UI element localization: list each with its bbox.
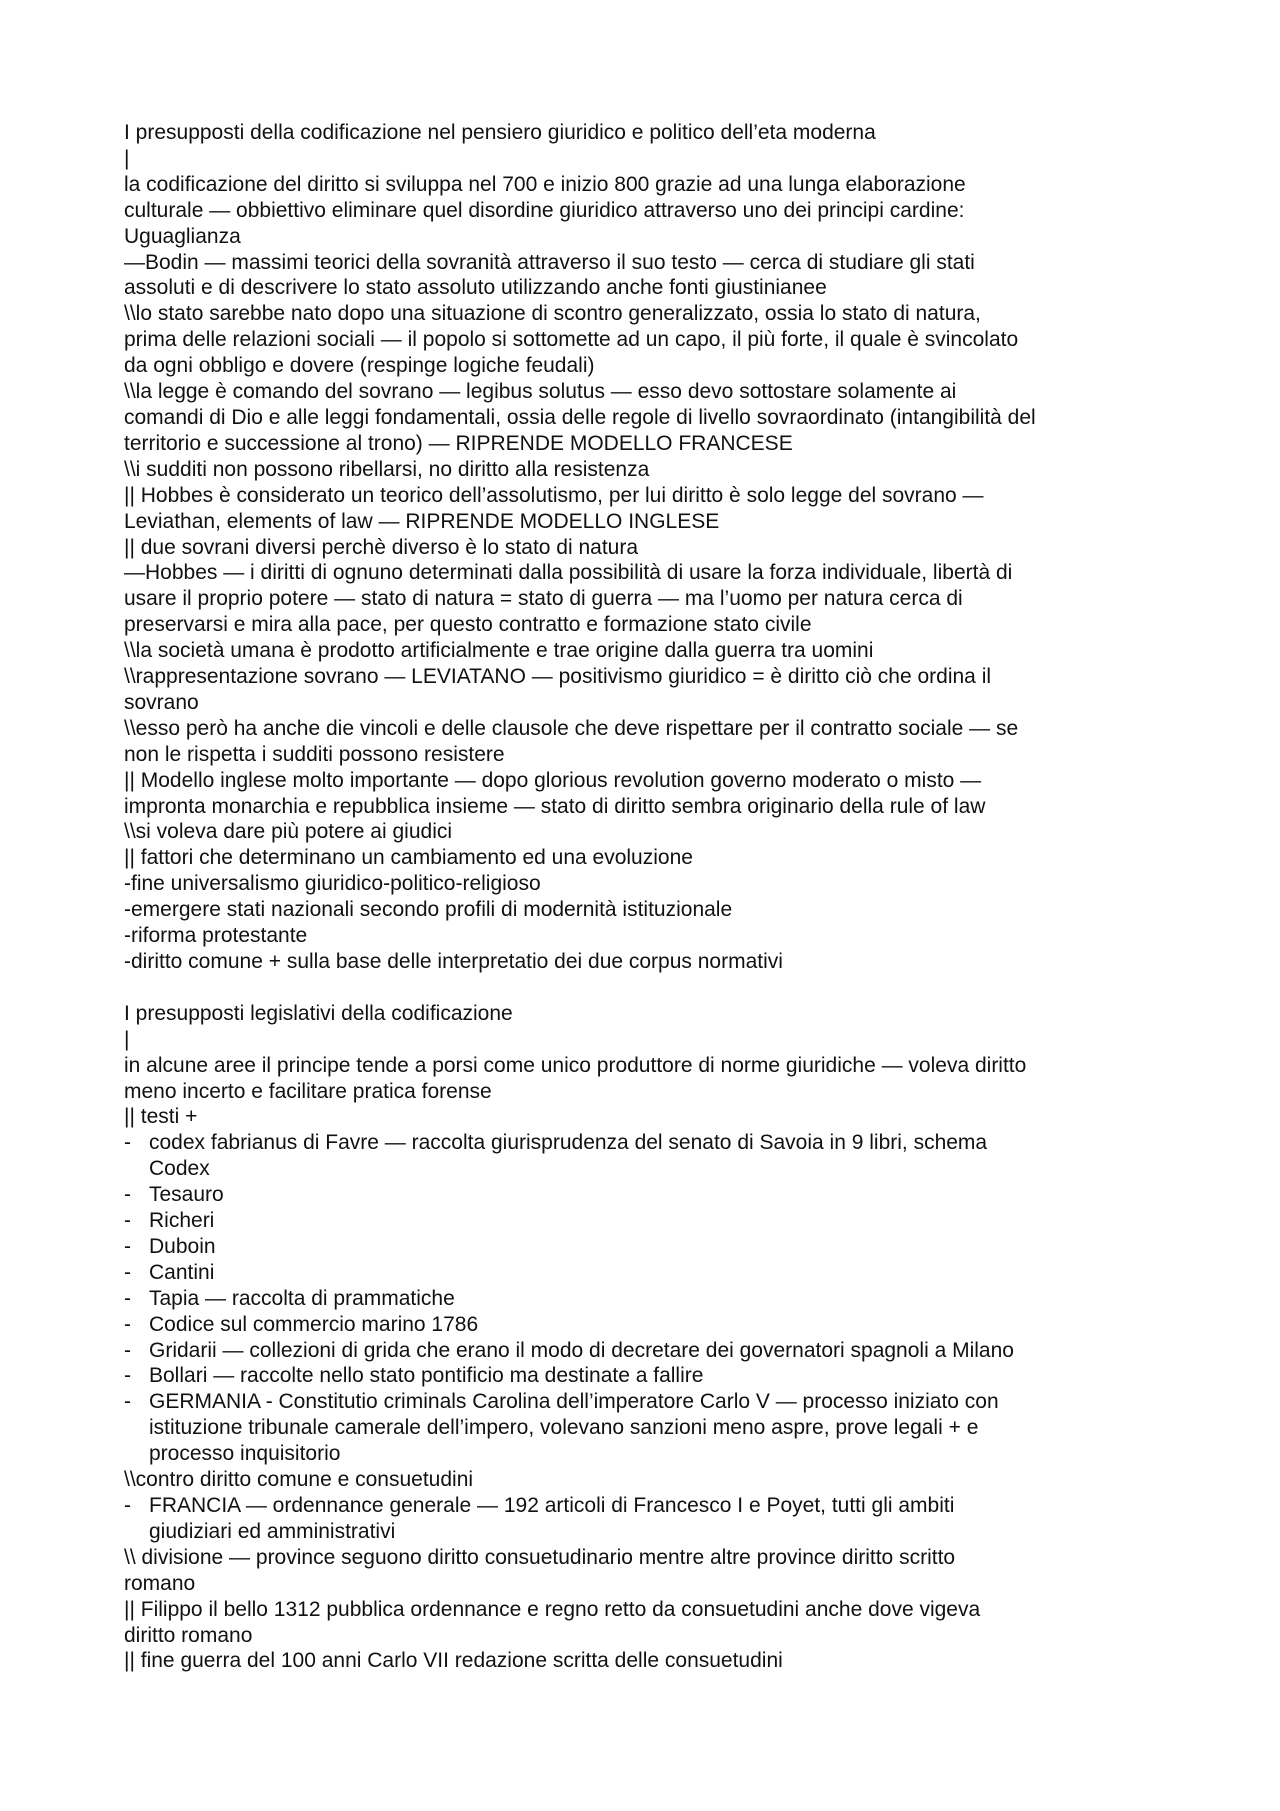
text-line: impronta monarchia e repubblica insieme — stato di diritto sembra originario della rule of law bbox=[124, 794, 986, 818]
text-line: \\la società umana è prodotto artificialmente e trae origine dalla guerra tra uomini bbox=[124, 639, 874, 663]
text-line: -emergere stati nazionali secondo profili di modernità istituzionale bbox=[124, 898, 733, 922]
text-line: comandi di Dio e alle leggi fondamentali, ossia delle regole di livello sovraordinato (intangibilità del bbox=[124, 405, 1036, 429]
text-line: || testi + bbox=[124, 1105, 198, 1129]
list-item-text: - Richeri bbox=[149, 1209, 215, 1233]
text-line: meno incerto e facilitare pratica forense bbox=[124, 1079, 492, 1103]
list-item-text: - Bollari — raccolte nello stato pontificio ma destinate a fallire bbox=[149, 1364, 704, 1388]
text-line: \\contro diritto comune e consuetudini bbox=[124, 1468, 474, 1492]
text-line: -diritto comune + sulla base delle interpretatio dei due corpus normativi bbox=[124, 950, 783, 973]
text-line: \\i sudditi non possono ribellarsi, no diritto alla resistenza bbox=[124, 457, 650, 481]
list-item-text: - GERMANIA - Constitutio criminals Carolina dell’imperatore Carlo V — processo iniziato con bbox=[149, 1390, 999, 1414]
text-line: preservarsi e mira alla pace, per questo contratto e formazione stato civile bbox=[124, 613, 812, 637]
text-line: -fine universalismo giuridico-politico-religioso bbox=[124, 872, 541, 896]
list-item bbox=[124, 1208, 1170, 1234]
text-line: \\lo stato sarebbe nato dopo una situazione di scontro generalizzato, ossia lo stato di natura, bbox=[124, 302, 981, 326]
text-line: culturale — obbiettivo eliminare quel disordine giuridico attraverso uno dei principi cardine: bbox=[124, 198, 965, 222]
text-line: \\ divisione — province seguono diritto consuetudinario mentre altre province diritto scritto bbox=[124, 1545, 956, 1569]
list-item-text: - Gridarii — collezioni di grida che erano il modo di decretare dei governatori spagnoli a Milano bbox=[149, 1338, 1014, 1362]
text-line: in alcune aree il principe tende a porsi come unico produttore di norme giuridiche — voleva diritto bbox=[124, 1053, 1027, 1077]
text-line: —Hobbes — i diritti di ognuno determinati dalla possibilità di usare la forza individuale, libertà di bbox=[124, 561, 1013, 585]
list-item-text: - codex fabrianus di Favre — raccolta giurisprudenza del senato di Savoia in 9 libri, schema bbox=[149, 1131, 988, 1155]
text-line: —Bodin — massimi teorici della sovranità attraverso il suo testo — cerca di studiare gli stati bbox=[124, 250, 975, 274]
text-line: diritto romano bbox=[124, 1623, 253, 1647]
text-line: || fattori che determinano un cambiamento ed una evoluzione bbox=[124, 846, 693, 870]
text-line: \\la legge è comando del sovrano — legibus solutus — esso devo sottostare solamente ai bbox=[124, 380, 957, 404]
list-item bbox=[124, 1312, 1170, 1338]
list-item bbox=[124, 1389, 1170, 1467]
text-line: prima delle relazioni sociali — il popolo si sottomette ad un capo, il più forte, il quale è svincolato bbox=[124, 328, 1019, 352]
list-item-text: istituzione tribunale camerale dell’impero, volevano sanzioni meno aspre, prove legali + e bbox=[149, 1416, 979, 1440]
text-line: \\si voleva dare più potere ai giudici bbox=[124, 820, 453, 844]
bullet-list-francia bbox=[124, 1493, 1170, 1545]
list-item bbox=[124, 1182, 1170, 1208]
text-line: || Modello inglese molto importante — dopo glorious revolution governo moderato o misto — bbox=[124, 768, 982, 792]
list-item-text: giudiziari ed amministrativi bbox=[149, 1519, 396, 1543]
list-item-text: - Duboin bbox=[149, 1234, 216, 1258]
bullet-list-testi bbox=[124, 1130, 1170, 1467]
text-line: territorio e successione al trono) — RIPRENDE MODELLO FRANCESE bbox=[124, 431, 793, 455]
text-line: sovrano bbox=[124, 690, 199, 714]
text-line: non le rispetta i sudditi possono resistere bbox=[124, 742, 505, 766]
text-line: romano bbox=[124, 1571, 196, 1595]
text-line: | bbox=[124, 1027, 130, 1051]
list-item bbox=[124, 1338, 1170, 1364]
text-line: da ogni obbligo e dovere (respinge logiche feudali) bbox=[124, 354, 595, 378]
list-item-text: processo inquisitorio bbox=[149, 1442, 341, 1466]
list-item bbox=[124, 1363, 1170, 1389]
list-item bbox=[124, 1130, 1170, 1182]
text-line: Leviathan, elements of law — RIPRENDE MODELLO INGLESE bbox=[124, 509, 720, 533]
list-item-text: - Codice sul commercio marino 1786 bbox=[149, 1312, 479, 1336]
text-line: || Hobbes è considerato un teorico dell’assolutismo, per lui diritto è solo legge del sovrano — bbox=[124, 483, 984, 507]
section-pensiero-giuridico bbox=[124, 120, 1170, 975]
text-line: \\esso però ha anche die vincoli e delle clausole che deve rispettare per il contratto sociale — se bbox=[124, 716, 1019, 740]
text-line: || fine guerra del 100 anni Carlo VII redazione scritta delle consuetudini bbox=[124, 1649, 783, 1673]
section-title: I presupposti legislativi della codificazione bbox=[124, 1001, 513, 1025]
list-item bbox=[124, 1260, 1170, 1286]
text-line: \\rappresentazione sovrano — LEVIATANO — positivismo giuridico = è diritto ciò che ordina il bbox=[124, 665, 992, 689]
text-line: || due sovrani diversi perchè diverso è lo stato di natura bbox=[124, 535, 639, 559]
text-line: assoluti e di descrivere lo stato assoluto utilizzando anche fonti giustinianee bbox=[124, 276, 827, 300]
list-item bbox=[124, 1234, 1170, 1260]
text-line: Uguaglianza bbox=[124, 224, 241, 248]
paragraph-gap bbox=[124, 975, 1170, 1001]
section-title: I presupposti della codificazione nel pensiero giuridico e politico dell’eta moderna bbox=[124, 121, 876, 144]
section-presupposti-legislativi bbox=[124, 1001, 1170, 1675]
text-line: -riforma protestante bbox=[124, 924, 308, 948]
text-line: la codificazione del diritto si sviluppa nel 700 e inizio 800 grazie ad una lunga elaborazione bbox=[124, 172, 966, 196]
list-item bbox=[124, 1286, 1170, 1312]
list-item-text: - Cantini bbox=[149, 1260, 215, 1284]
text-line: | bbox=[124, 146, 130, 170]
list-item bbox=[124, 1493, 1170, 1545]
list-item-text: - Tesauro bbox=[149, 1183, 224, 1207]
text-line: || Filippo il bello 1312 pubblica ordennance e regno retto da consuetudini anche dove vigeva bbox=[124, 1597, 981, 1621]
list-item-text: - Tapia — raccolta di prammatiche bbox=[149, 1286, 455, 1310]
list-item-text: - FRANCIA — ordennance generale — 192 articoli di Francesco I e Poyet, tutti gli ambiti bbox=[149, 1494, 955, 1518]
list-item-text: Codex bbox=[149, 1157, 210, 1181]
text-line: usare il proprio potere — stato di natura = stato di guerra — ma l’uomo per natura cerca di bbox=[124, 587, 963, 611]
